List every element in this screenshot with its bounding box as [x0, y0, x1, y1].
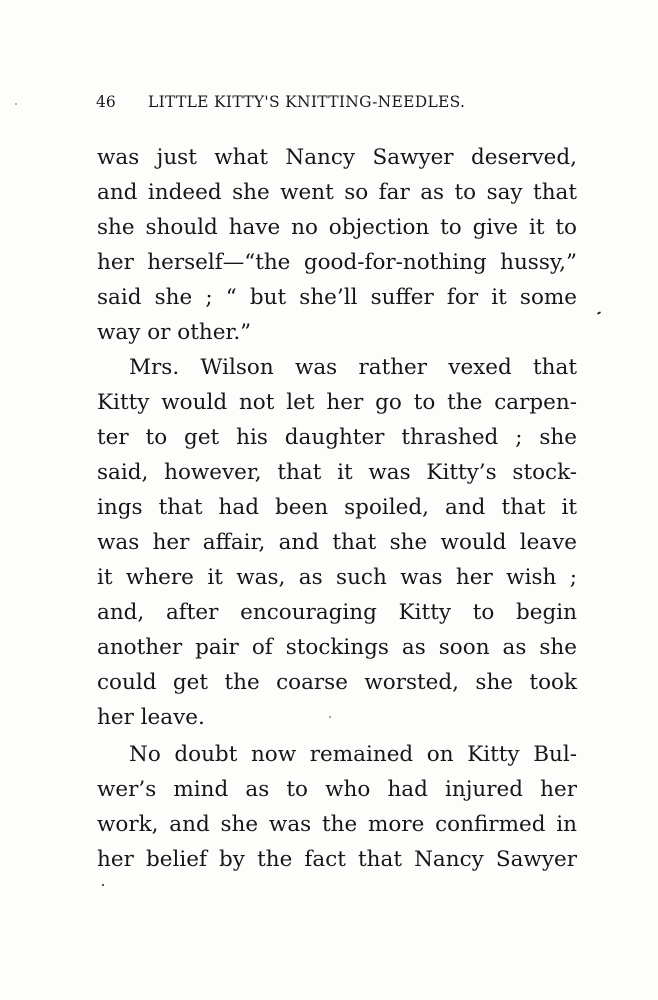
ink-speck [597, 311, 601, 315]
paragraph-end-line: way or other.” [97, 320, 252, 345]
running-head [96, 93, 586, 115]
text-line: work, and she was the more confirmed in [97, 812, 577, 837]
text-line: was just what Nancy Sawyer deserved, [97, 145, 577, 170]
text-line: she should have no objection to give it to [97, 215, 577, 240]
text-line: said, however, that it was Kitty’s stock- [97, 460, 577, 485]
text-line: another pair of stockings as soon as she [97, 635, 577, 660]
text-line: was her affair, and that she would leave [97, 530, 577, 555]
paragraph-end-line: her leave. [97, 705, 205, 730]
text-line: her belief by the fact that Nancy Sawyer [97, 847, 577, 872]
ink-speck [15, 103, 17, 105]
text-line: her herself—“the good-for-nothing hussy,” [97, 250, 577, 275]
paragraph-start-line: Mrs. Wilson was rather vexed that [129, 355, 577, 380]
ink-speck [329, 716, 331, 718]
text-line: it where it was, as such was her wish ; [97, 565, 577, 590]
text-line: ings that had been spoiled, and that it [97, 495, 577, 520]
ink-speck [102, 884, 104, 886]
text-line: said she ; “ but she’ll suffer for it some [97, 285, 577, 310]
text-line: wer’s mind as to who had injured her [97, 777, 577, 802]
text-line: Kitty would not let her go to the carpen- [97, 390, 577, 415]
text-line: ter to get his daughter thrashed ; she [97, 425, 577, 450]
page-number: 46 [96, 93, 116, 111]
text-line: could get the coarse worsted, she took [97, 670, 577, 695]
running-title: LITTLE KITTY'S KNITTING-NEEDLES. [148, 93, 466, 111]
text-line: and indeed she went so far as to say that [97, 180, 577, 205]
paragraph-start-line: No doubt now remained on Kitty Bul- [129, 742, 577, 767]
text-line: and, after encouraging Kitty to begin [97, 600, 577, 625]
